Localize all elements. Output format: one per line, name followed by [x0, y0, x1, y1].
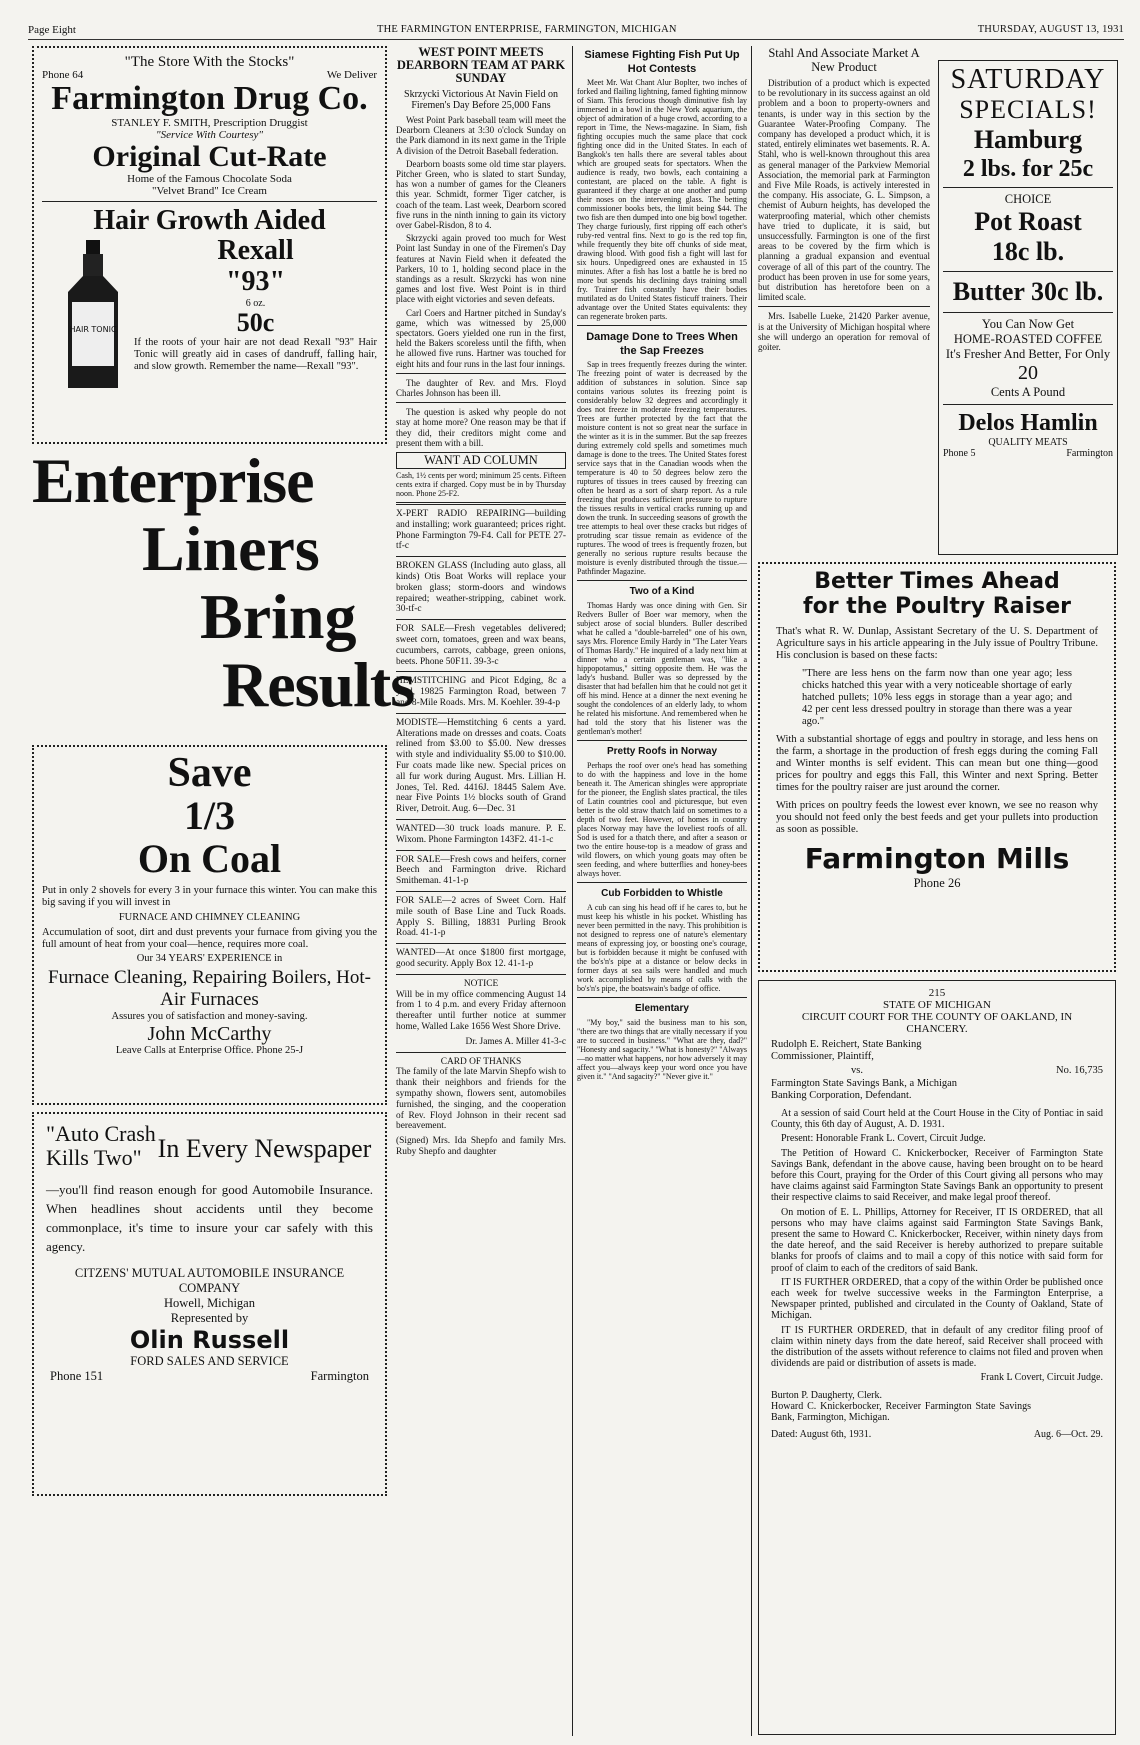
saturday: SATURDAY — [950, 64, 1106, 95]
page-header — [28, 24, 1124, 40]
coal-soot: Accumulation of soot, dirt and dust prevents your furnace from giving you the full amount of heat from your coal—hence, requires more coal. — [42, 927, 377, 950]
classified-ad: FOR SALE—2 acres of Sweet Corn. Half mile south of Base Line and Tuck Roads. Apply S. Billing, 18831 Purling Brook Road. 41-1-p — [396, 896, 566, 939]
classified-ad: MODISTE—Hemstitching 6 cents a yard. Alterations made on dresses and coats. Coats relined from $3.00 to $5.00. New dresses with style and individuality $5.00 to $10.00. Fur coats made like new. Special prices on all fur work during August. Mrs. Lillian H. Jones, Tel. Red. 4416J. 18445 Salem Ave. near Five Points 1½ blocks south of Grand River, Detroit. Aug. 6—Dec. 31 — [396, 717, 566, 815]
poultry-headline-2: for the Poultry Raiser — [803, 594, 1071, 619]
tonic-bottle-icon — [62, 240, 120, 390]
poultry-headline-1: Better Times Ahead — [814, 569, 1060, 594]
hamburg: Hamburg — [973, 125, 1083, 154]
butter-price: Butter 30c lb. — [952, 277, 1104, 306]
legal-state: STATE OF MICHIGAN — [883, 999, 991, 1011]
poultry-feeds: With prices on poultry feeds the lowest ever known, we see no reason why you should not feed only the best feeds and get your pullets into production as soon as possible. — [776, 800, 1098, 835]
poultry-intro: That's what R. W. Dunlap, Assistant Secretary of the U. S. Department of Agriculture says in his article appearing in the July issue of Poultry Tribune. His conclusion is based on these facts: — [776, 626, 1098, 661]
roofs-headline: Pretty Roofs in Norway — [606, 746, 718, 757]
notice-title: NOTICE — [463, 978, 499, 989]
legal-p6: IT IS FURTHER ORDERED, that in default of any creditor filing proof of claim within ninety days from the date hereof, said Receiver shall proceed with the distribution of the assets without reference to claims not filed and proven when dividends are paid or distribution of assets is made. — [771, 1324, 1103, 1370]
store-phone: Phone 64 — [42, 69, 84, 81]
siamese-body: Meet Mr. Wat Chant Alur Boplter, two inches of forked and flailing lightning, famed fighting minnow of Siam. This ferocious though diminutive fish lay immersed in a bowl in the New York aquarium, the object of admiration of a huge crowd, according to a report in Time, the News-magazine. In Siam, fish fighting occupies much the same place that cock fighting once did in the United States. In each of Bangkok's ten halls there are several tables about which are grouped seats for spectators. When the audience is ready, two bowls, each containing a contestant, are placed on the table. A fight is guaranteed if they charge at one another and pump their noses on the intervening glass. The betting commissioner books bets, the limit being $44. The two fish are then dumped into one big bowl together. They charge furiously, first ripping off each other's ruby-red ventral fins. Next to go is the red top fin, while frequently they bite off chunks of side meat, drawing blood. With good fish a fight will last for six hours. Unpedigreed ones are exhausted in 15 minutes. After a fish has lost a battle he is bred no more but spends his declining days training small fry. Trainer fish constantly have their bodies mutilated as do United States fisticuff trainers. Their advantage over the United States equivalents: they can regenerate broken parts. — [577, 78, 747, 321]
roofs-body: Perhaps the roof over one's head has something to do with the happiness and love in the home beneath it. The American shingles were appropriate for the pioneer, the English slates practical, the tiles of Latin countries cool and picturesque, but even better is the old straw thatch laid on sometimes to a depth of two feet. However, of homes in country places Norway may have the loveliest roofs of all. Sod is used for a thatch there, and after a season or two the entire house-top is a meadow of grass and wild flowers, on which young goats may often be seen feeding, and where butterflies and honey-bees always hover. — [577, 761, 747, 878]
mills-phone: Phone 26 — [913, 876, 961, 890]
liners-ad — [32, 445, 415, 732]
classified-ad: X-PERT RADIO REPAIRING—building and installing; work guaranteed; prices right. Phone Farmington 79-F4. Call for PETE 27-tf-c — [396, 509, 566, 552]
tonic-price: 50c — [236, 308, 275, 337]
stahl-body: Distribution of a product which is expected to be revolutionary in its success against an old problem and a boon to property-owners and tenants, is under way in this section by the Guarantee Water-Proofing Company. The company has developed a product which, it is stated, entirely eliminates wet basements. R. A. Stahl, who is well-known throughout this area as general manager of the Parkview Memorial Association, the memorial park at Farmington and Five Mile Roads, is actively interested in the company. His associate, G. L. Simpson, a chemist of Auburn heights, has developed the waterproofing material, which other chemists have tried to duplicate, it is said, but unsuccessfully. Farmington is one of the first areas to be covered by the firm which is planning a gradual expansion and eventual coverage of all of this part of the country. The product has been proven in use for some years, but distribution has heretofore been on a limited scale. — [758, 78, 930, 303]
svg-text:HAIR TONIC: HAIR TONIC — [69, 325, 117, 334]
tonic-description: If the roots of your hair are not dead Rexall "93" Hair Tonic will greatly aid in cases of dandruff, falling hair, and slow growth. Remember the name—Rexall "93". — [134, 337, 377, 372]
damage-headline: Damage Done to Trees When the Sap Freezes — [586, 331, 738, 357]
on-coal: On Coal — [137, 836, 282, 881]
thanks-signature: (Signed) Mrs. Ida Shepfo and family Mrs. Ruby Shepfo and daughter — [396, 1136, 566, 1157]
notice-body: Will be in my office commencing August 14 from 1 to 4 p.m. and every Friday afternoon thereafter until further notice at summer home, Walled Lake 1656 West Shore Drive. — [396, 989, 566, 1032]
legal-dated: Dated: August 6th, 1931. — [771, 1429, 872, 1441]
thanks-body: The family of the late Marvin Shepfo wish to thank their neighbors and friends for the sympathy shown, flowers sent, automobiles furnished, the singing, and the cooperation of Rev. Floyd Johnson in their recent sad bereavement. — [396, 1067, 566, 1132]
hamlin-ad — [938, 60, 1118, 555]
legal-clerk: Burton P. Daugherty, Clerk. — [771, 1389, 883, 1401]
westpoint-p2: Dearborn boasts some old time star players. Pitcher Green, who is slated to start Sunday, has won a number of games for the Cleaners this year. Schmidt, former Tiger catcher, is coach of the team. Last week, Dearborn scored five runs in the ninth inning to gain its victory over Gabel-Risdon, 8 to 4. — [396, 158, 566, 231]
coffee-price: 20 — [1018, 362, 1038, 384]
legal-p1: At a session of said Court held at the Court House in the City of Pontiac in said County, this 6th day of August, A. D. 1931. — [771, 1108, 1103, 1131]
legal-notice — [758, 980, 1116, 1735]
classified-ad: BROKEN GLASS (Including auto glass, all kinds) Otis Boat Works will replace your broken glass; storm-doors and windows repaired; weather-stripping, cabinet work. 30-tf-c — [396, 561, 566, 615]
brief-creditors: The question is asked why people do not stay at home more? One reason may be that if they did, their creditors might come and present them with a bill. — [396, 407, 566, 448]
crash-headline: "Auto Crash Kills Two" — [46, 1121, 156, 1170]
save-headline: Save — [167, 750, 252, 796]
stahl-headline: Stahl And Associate Market A New Product — [768, 46, 920, 74]
hamlin-name: Delos Hamlin — [958, 410, 1098, 436]
classified-ad: FOR SALE—Fresh cows and heifers, corner Beech and Farmington drive. Richard Smitheman. 41-1-p — [396, 854, 566, 887]
legal-case-number: No. 16,735 — [1056, 1065, 1103, 1076]
one-third: 1/3 — [183, 793, 236, 838]
liners-word-2: Liners — [142, 513, 320, 584]
legal-plaintiff: Rudolph E. Reichert, State Banking Commissioner, Plaintiff, — [771, 1039, 922, 1062]
represented-by: Represented by — [170, 1311, 249, 1325]
pot-roast-price: 18c lb. — [991, 237, 1065, 266]
store-name: Farmington Drug Co. — [51, 80, 368, 117]
issue-date: THURSDAY, AUGUST 13, 1931 — [977, 24, 1124, 35]
coal-ad — [32, 745, 387, 1105]
coffee-unit: Cents A Pound — [990, 385, 1066, 399]
agent-phone: Phone 151 — [50, 1369, 104, 1383]
westpoint-p3: Skrzycki again proved too much for West Point last Sunday in one of the Firemen's Day features at Navin Field when it defeated the Parkers, 10 to 1, holding second place in the standings as a result. Skrzycki has won nine games and lost five. West Point is in third place with eight victories and seven defeats. — [396, 233, 566, 305]
poultry-quote: "There are less hens on the farm now than one year ago; less chicks hatched this year with a very noticeable shortage of early hatched pullets; 10% less eggs in storage than a year ago; and 42 per cent less dressed poultry in storage than there was a year ago." — [802, 668, 1072, 727]
kind-headline: Two of a Kind — [629, 586, 695, 597]
rexall-number: "93" — [225, 266, 286, 297]
legal-vs: vs. — [851, 1065, 863, 1076]
thanks-title: CARD OF THANKS — [440, 1056, 522, 1067]
store-tagline: "The Store With the Stocks" — [124, 54, 295, 70]
insurance-location: Howell, Michigan — [164, 1296, 255, 1310]
store-owner: STANLEY F. SMITH, Prescription Druggist — [111, 117, 308, 129]
specials: SPECIALS! — [959, 95, 1097, 124]
liners-word-3: Bring — [200, 581, 357, 652]
damage-body: Sap in trees frequently freezes during the winter. The freezing point of water is decreased by the addition of substances in solution. Since sap contains various solutes its freezing point is considerably below 32 degrees and accordingly it does not freeze in moderate freezing temperatures. Trees are further protected by the fact that the moisture content is not so great near the surface in the winter as it is in the summer. But the sap freezes during extremely cold spells and sometimes much damage is done to the trees. The United States forest service says that in the Canadian woods when the temperature is 40 to 50 degrees below zero the ruptures of tissues in trees caused by freezing can often be heard as a sort of sharp report. As a rule freezing that produces sufficient pressure to rupture the tissues results in vertical cracks running up and down the trunk. In succeeding seasons of growth the tree attempts to heal over these cracks but ridges of protruding scar tissue remain as evidence of the ruptures. The wood of trees is frequently frozen, but generally no serious rupture results because the moisture is evenly distributed through the tissue.—Pathfinder Magazine. — [577, 360, 747, 576]
agent-town: Farmington — [310, 1369, 369, 1383]
auto-body: —you'll find reason enough for good Automobile Insurance. When headlines shout accidents until they become commonplace, it's time to insure your car safely with this agency. — [46, 1182, 373, 1254]
store-motto: "Service With Courtesy" — [156, 129, 263, 141]
classified-ad: WANTED—30 truck loads manure. P. E. Wixom. Phone Farmington 143F2. 41-1-c — [396, 824, 566, 845]
poultry-ad — [758, 562, 1116, 972]
agent-name: Olin Russell — [129, 1326, 290, 1354]
lueke-brief: Mrs. Isabelle Lueke, 21420 Parker avenue, is at the University of Michigan hospital where she will undergo an operation for removal of goiter. — [758, 311, 930, 353]
siamese-headline: Siamese Fighting Fish Put Up Hot Contests — [584, 49, 740, 75]
whistle-body: A cub can sing his head off if he cares to, but he must keep his whistle in his pocket. Whistling has never been permitted in the navy. This prohibition is not designed to repress one of nature's elementary means of expressing joy, or boosting one's courage, but is forbidden because it might be confused with the bo's'n's pipe at a distance or below decks in former days at sea sails were handled and much work accomplished by means of calls with the bo's'n's pipe, the boatswain's badge of office. — [577, 903, 747, 993]
rexall-brand: Rexall — [217, 235, 294, 266]
coal-assure: Assures you of satisfaction and money-saving. — [111, 1011, 308, 1022]
store-deliver: We Deliver — [326, 69, 377, 81]
coal-services: Furnace Cleaning, Repairing Boilers, Hot-Air Furnaces — [48, 967, 371, 1010]
mccarthy-name: John McCarthy — [147, 1023, 272, 1045]
hamlin-town: Farmington — [1066, 448, 1113, 459]
poultry-outlook: With a substantial shortage of eggs and poultry in storage, and less hens on the farm, a shortage in the production of fresh eggs during the coming Fall and Winter months is self evident. This can mean but one thing—good prices for poultry and eggs this Fall, this Winter and next Spring. Better times for the poultry raiser are just around the corner. — [776, 734, 1098, 793]
chocolate-soda: Home of the Famous Chocolate Soda — [127, 173, 292, 185]
westpoint-p1: West Point Park baseball team will meet the Dearborn Cleaners at 3:30 o'clock Sunday on the Park diamond in its next game in the Triple A division of the Detroit Baseball federation. — [396, 115, 566, 156]
kind-body: Thomas Hardy was once dining with Gen. Sir Redvers Buller of Boer war memory, when the subject arose of social blunders. Buller described what he called a "double-barreled" one of his own, says Mrs. Florence Emily Hardy in "The Later Years of Thomas Hardy." He inquired of a lady next him at dinner who a certain gentleman was, "like a hippopotamus," sitting opposite them. He was the lady's husband. Buller was so depressed by the disaster that had befallen him that he could not get it off his mind. Hence at a dinner the next evening he sought the condolences of an elderly lady, to whom he related his misfortune. And remembered when he had told the story that his listener was the gentleman's mother! — [577, 601, 747, 736]
ford-sales: FORD SALES AND SERVICE — [130, 1354, 289, 1368]
classified-ad: HEMSTITCHING and Picot Edging, 8c a yard, 19825 Farmington Road, between 7 and 8-Mile Roads. Mrs. M. Koehler. 39-4-p — [396, 676, 566, 709]
westpoint-p4: Carl Coers and Hartner pitched in Sunday's game, which was witnessed by 25,000 spectators. Goers yielded one run in the first, held the Bakers scoreless until the fifth, when he allowed five runs. Hartner was touched for eight hits and four runs in the last four innings. — [396, 307, 566, 369]
hamlin-phone: Phone 5 — [943, 448, 976, 459]
bottle-size: 6 oz. — [245, 298, 266, 309]
column-features — [572, 46, 752, 1736]
drug-store-ad — [32, 46, 387, 444]
legal-judge: Frank L Covert, Circuit Judge. — [980, 1372, 1103, 1384]
elementary-body: "My boy," said the business man to his son, "there are two things that are vitally necessary if you are to succeed in business." "What are they, dad?" "Honesty and sagacity." "What is honesty?" "Always—no matter what happens, nor how adversely it may affect you—always keep your word once you have given it." "And sagacity?" "Never give it." — [577, 1018, 747, 1081]
whistle-headline: Cub Forbidden to Whistle — [601, 888, 723, 899]
pot-roast: Pot Roast — [974, 207, 1082, 236]
elementary-headline: Elementary — [635, 1003, 689, 1014]
column-sports-wantads — [392, 46, 570, 1736]
legal-p5: IT IS FURTHER ORDERED, that a copy of the within Order be published once each week for twelve successive weeks in the Farmington Enterprise, a Newspaper printed, published and circulated in the County of Oakland, State of Michigan. — [771, 1276, 1103, 1322]
coffee-line-3: It's Fresher And Better, For Only — [945, 347, 1111, 361]
legal-court: CIRCUIT COURT FOR THE COUNTY OF OAKLAND, IN CHANCERY. — [801, 1011, 1073, 1035]
coal-experience: Our 34 YEARS' EXPERIENCE in — [136, 953, 283, 964]
auto-insurance-ad — [32, 1112, 387, 1496]
westpoint-subhead: Skrzycki Victorious At Navin Field on Firemen's Day Before 25,000 Fans — [404, 89, 558, 111]
cut-rate-title: Original Cut-Rate — [92, 140, 327, 173]
coffee-line-2: HOME-ROASTED COFFEE — [953, 332, 1103, 346]
mccarthy-phone: Leave Calls at Enterprise Office. Phone 25-J — [115, 1045, 304, 1056]
hamburg-price: 2 lbs. for 25c — [962, 156, 1094, 182]
liners-word-1: Enterprise — [32, 445, 314, 516]
ice-cream: "Velvet Brand" Ice Cream — [152, 185, 267, 197]
brief-johnson: The daughter of Rev. and Mrs. Floyd Charles Johnson has been ill. — [396, 377, 566, 399]
mills-name: Farmington Mills — [804, 842, 1070, 875]
westpoint-headline: WEST POINT MEETS DEARBORN TEAM AT PARK SUNDAY — [396, 45, 566, 85]
want-ad-rates: Cash, 1½ cents per word; minimum 25 cents. Fifteen cents extra if charged. Copy must be in by Thursday noon. Phone 25-F2. — [396, 471, 566, 499]
legal-defendant: Farmington State Savings Bank, a Michigan Banking Corporation, Defendant. — [771, 1078, 958, 1101]
stahl-article — [754, 46, 934, 556]
legal-receiver: Howard C. Knickerbocker, Receiver Farmington State Savings Bank, Farmington, Michigan. — [771, 1400, 1031, 1424]
coffee-line-1: You Can Now Get — [981, 317, 1075, 331]
page-number: Page Eight — [28, 24, 76, 36]
legal-p4: On motion of E. L. Phillips, Attorney for Receiver, IT IS ORDERED, that all persons who may have claims against said Farmington State Savings Bank, present the same to Howard C. Knickerbocker, Receiver, within ninety days from the date hereof, and the said Receiver is hereby authorized to prepare suitable blanks for proofs of claims and to mail a copy of this notice with said form for proof of claim to each of the creditors of said Bank. — [771, 1206, 1103, 1274]
quality-meats: QUALITY MEATS — [988, 437, 1068, 448]
legal-run: Aug. 6—Oct. 29. — [1033, 1429, 1103, 1441]
masthead-line: THE FARMINGTON ENTERPRISE, FARMINGTON, MICHIGAN — [376, 24, 677, 35]
notice-signature: Dr. James A. Miller 41-3-c — [465, 1036, 566, 1047]
legal-p2: Present: Honorable Frank L. Covert, Circuit Judge. — [781, 1133, 986, 1145]
legal-p3: The Petition of Howard C. Knickerbocker, Receiver of Farmington State Savings Bank, defendant in the above cause, having been brought on to be heard before this Court, praying for the Order of this Court giving all persons who may have claims against said Farmington State Savings Bank an opportunity to present their respective claims to said Receiver, and make legal proof thereof. — [771, 1147, 1103, 1204]
classified-ad: FOR SALE—Fresh vegetables delivered; sweet corn, tomatoes, green and wax beans, cucumbers, carrots, cabbage, green onions, beets. Phone 50F11. 39-3-c — [396, 624, 566, 667]
coal-intro: Put in only 2 shovels for every 3 in your furnace this winter. You can make this big saving if you will invest in — [42, 885, 377, 908]
insurance-company: CITZENS' MUTUAL AUTOMOBILE INSURANCE COMPANY — [74, 1266, 345, 1295]
classified-ad: WANTED—At once $1800 first mortgage, good security. Apply Box 12. 41-1-p — [396, 948, 566, 969]
legal-number: 215 — [928, 987, 946, 999]
want-ad-title: WANT AD COLUMN — [424, 453, 538, 468]
hair-headline: Hair Growth Aided — [93, 205, 326, 236]
every-newspaper: In Every Newspaper — [157, 1134, 372, 1163]
liners-word-4: Results — [222, 649, 415, 720]
furnace-cleaning: FURNACE AND CHIMNEY CLEANING — [118, 912, 301, 923]
choice-label: CHOICE — [1004, 192, 1052, 206]
